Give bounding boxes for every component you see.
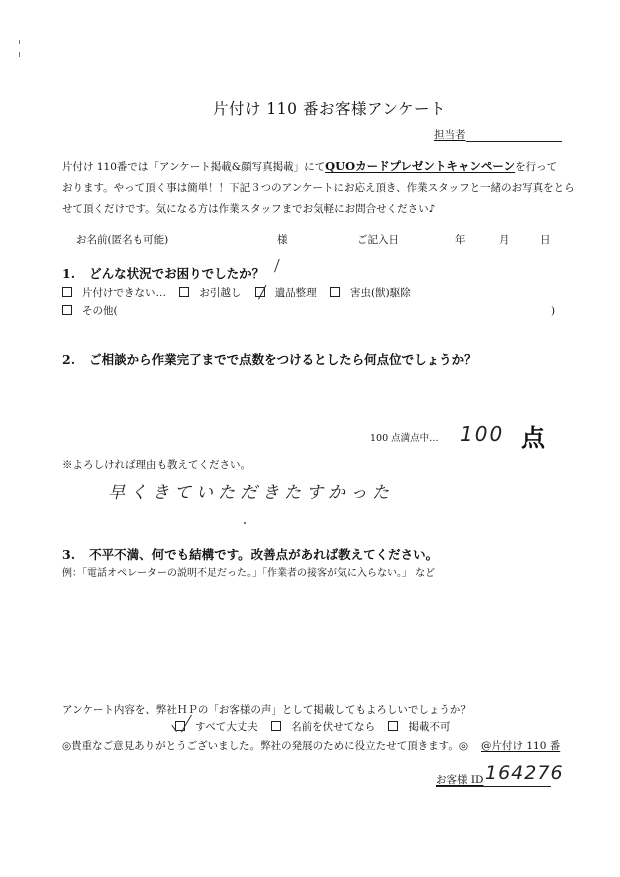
score-value-handwritten[interactable]: 100 [460,422,505,446]
q1-option-moving[interactable]: お引越し [179,287,251,299]
q1-other-close: ) [551,305,556,317]
brand-signature: @片付け 110 番 [481,740,561,752]
consent-option-no-publish[interactable]: 掲載不可 [388,721,450,733]
q2-heading: 2. ご相談から作業完了までで点数をつけるとしたら何点位でしょうか？ [62,352,477,367]
checkbox-anonymous[interactable] [271,721,281,731]
checkbox-no-publish[interactable] [388,721,398,731]
staff-signature-line [466,141,562,142]
intro-paragraph [62,156,575,220]
q3-heading: 3. 不平不満、何でも結構です。改善点があれば教えてください。 [62,547,439,562]
score-prefix: 100 点満点中… [370,433,439,444]
q1-option-cleanup[interactable]: 片付けできない… [62,287,176,299]
customer-id-value-handwritten[interactable]: 164276 [485,762,564,784]
checkbox-other[interactable] [62,305,72,315]
name-label: お名前(匿名も可能) [76,234,169,246]
q1-heading: 1. どんな状況でお困りでしたか？ [62,266,265,281]
scan-speck [19,40,20,44]
checkbox-pest[interactable] [330,287,340,297]
intro-line-3: せて頂くだけです。気になる方は作業スタッフまでお気軽にお問合せください♪ [62,203,436,215]
campaign-name: QUOカードプレゼントキャンペーン [325,159,516,173]
q3-question: 不平不満、何でも結構です。改善点があれば教えてください。 [89,547,439,562]
intro-line-2: おります。やって頂く事は簡単！！下記３つのアンケートにお応え頂き、作業スタッフと一緒のお写真をとら [62,182,575,194]
customer-id-label: お客様 ID [436,774,484,786]
honorific-label: 様 [277,234,288,246]
scan-speck [19,52,20,57]
scan-speck [244,522,246,524]
staff-label: 担当者 [434,129,466,141]
q3-example: 例：「電話オペレーターの説明不足だった。」「作業者の接客が気に入らない。」 など [62,568,436,579]
page-title: 片付け 110 番お客様アンケート [213,100,447,118]
date-label: ご記入日 [357,234,399,246]
q1-question: どんな状況でお困りでしたか？ [89,266,265,281]
thanks-message: ◎貴重なご意見ありがとうございました。弊社の発展のために役立たせて頂きます。◎ [62,740,468,752]
q2-question: ご相談から作業完了までで点数をつけるとしたら何点位でしょうか？ [89,352,477,367]
reason-prompt: ※よろしければ理由も教えてください。 [62,459,251,471]
year-label: 年 [455,234,466,246]
q1-option-estate[interactable]: 遺品整理 [255,287,327,299]
consent-option-all-ok[interactable]: すべて大丈夫 [175,721,268,733]
checkbox-moving[interactable] [179,287,189,297]
q1-option-pest[interactable]: 害虫(獣)駆除 [330,287,411,299]
q1-other-row: その他( [62,303,118,318]
consent-question: アンケート内容を、弊社ＨＰの「お客様の声」として掲載してもよろしいでしょうか？ [62,704,471,716]
intro-line-1: 片付け 110番では「アンケート掲載&顔写真掲載」にてQUOカードプレゼントキャンペーンを行って [62,159,558,173]
score-suffix: 点 [521,424,545,452]
consent-options-row [175,719,450,734]
stray-pen-mark [274,259,280,273]
checkbox-cleanup[interactable] [62,287,72,297]
q1-options-row [62,285,411,300]
month-label: 月 [499,234,510,246]
consent-option-anonymous[interactable]: 名前を伏せてなら [271,721,385,733]
day-label: 日 [540,234,551,246]
reason-answer-handwritten[interactable]: 早くきていただきたすかった [108,483,394,503]
customer-id-underline [436,786,551,787]
